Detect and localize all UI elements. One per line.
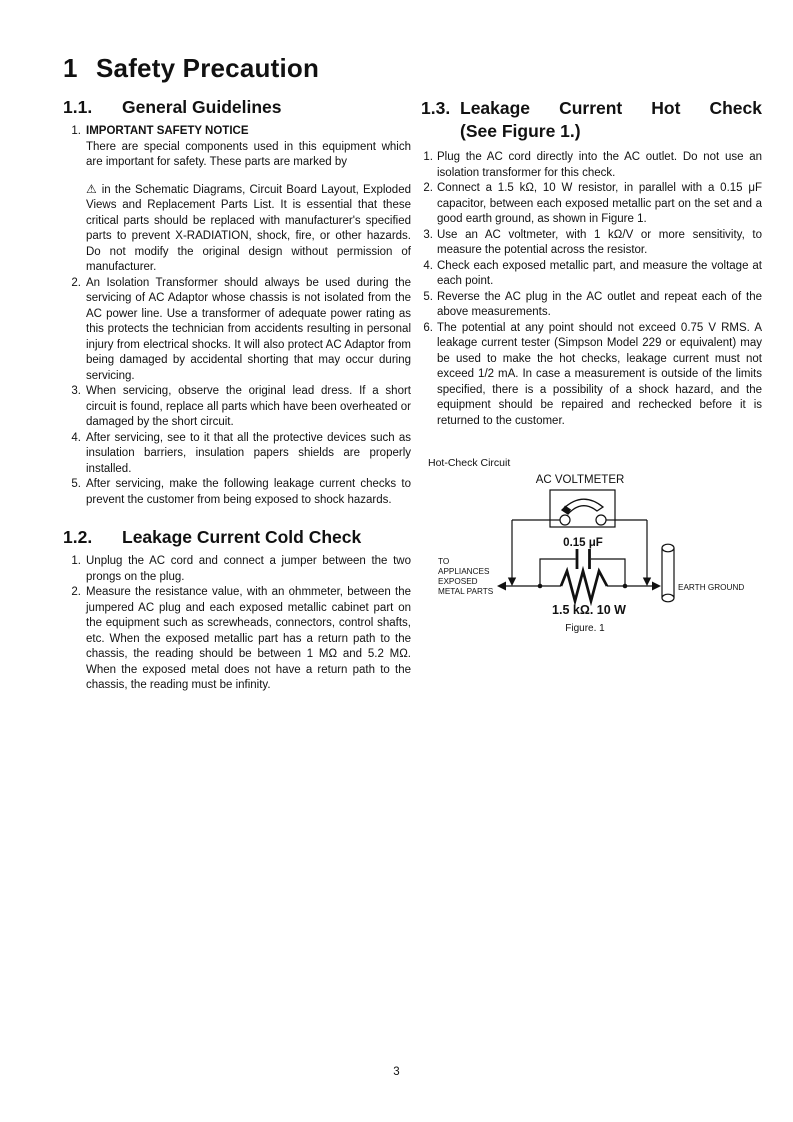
- down-arrow: [508, 578, 516, 587]
- list-item: 3. Use an AC voltmeter, with 1 kΩ/V or more sensitivity, to measure the potential across the resistor.: [423, 228, 762, 256]
- voltmeter-terminal: [560, 515, 570, 525]
- list-item: 1. Plug the AC cord directly into the AC outlet. Do not use an isolation transformer for this check.: [423, 151, 762, 179]
- junction-dot: [538, 584, 543, 589]
- list-item: 2. An Isolation Transformer should always be used during the servicing of AC Adaptor whose chassis is not isolated from the AC power line. Use a transformer of adequate power rating as this protects the technician from accidents resulting in personal injury from electrical shocks. It will also protect AC Adaptor from being damaged by accidental shorting that may occur during servicing.: [71, 276, 411, 382]
- item-text: [86, 124, 411, 276]
- chapter-title: Safety Precaution: [96, 53, 320, 83]
- item-number: 1.: [71, 125, 81, 137]
- junction-dot: [623, 584, 628, 589]
- svg-text:METAL PARTS: METAL PARTS: [438, 587, 494, 596]
- section-title: General Guidelines: [122, 97, 282, 117]
- earth-ground-label: EARTH GROUND: [678, 583, 745, 592]
- figure-caption: Figure. 1: [565, 623, 605, 634]
- section-number: 1.2.: [63, 527, 93, 547]
- left-column: [63, 97, 411, 694]
- section-1-2-heading: [63, 527, 411, 548]
- page-number: 3: [393, 1066, 400, 1078]
- right-arrow: [652, 582, 661, 591]
- hot-check-circuit-figure: [425, 448, 765, 643]
- list-item: 5. Reverse the AC plug in the AC outlet and repeat each of the above measurements.: [423, 290, 762, 318]
- right-column: [421, 97, 762, 429]
- svg-text:APPLIANCES: APPLIANCES: [438, 567, 490, 576]
- warning-triangle-icon: ⚠: [86, 181, 98, 196]
- section-number: 1.3.: [421, 98, 451, 118]
- list-item: 2. Connect a 1.5 kΩ, 10 W resistor, in parallel with a 0.15 μF capacitor, between each exposed metallic part on the set and a good earth ground, as shown in Figure 1.: [423, 182, 762, 225]
- section-title: Leakage Current Cold Check: [122, 527, 362, 547]
- circuit-wires: [503, 520, 655, 586]
- list-item: 2. Measure the resistance value, with an ohmmeter, between the jumpered AC plug and each exposed metallic cabinet part on the equipment such as screwheads, connectors, control shafts, etc. When the exposed metallic part has a return path to the chassis, the reading should be between 1 MΩ and 5.2 MΩ. When the exposed metal does not have a return path to the chassis, the reading must be infinity.: [71, 586, 411, 691]
- svg-text:TO: TO: [438, 557, 450, 566]
- list-item: 3. When servicing, observe the original lead dress. If a short circuit is found, replace all parts which have been overheated or damaged by the short circuit.: [71, 385, 411, 428]
- left-arrow: [497, 582, 506, 591]
- list-item: 4. After servicing, see to it that all the protective devices such as insulation barriers, insulation papers shields are properly installed.: [71, 431, 411, 475]
- page-title: [63, 53, 319, 83]
- capacitor-label: 0.15 μF: [563, 537, 603, 549]
- figure-label: Hot-Check Circuit: [428, 457, 511, 469]
- resistor-label: 1.5 kΩ. 10 W: [552, 603, 626, 617]
- section-1-3-heading: [421, 97, 762, 143]
- voltmeter-terminal: [596, 515, 606, 525]
- left-terminal-label: [438, 557, 494, 596]
- down-arrow: [643, 578, 651, 587]
- important-safety-notice: IMPORTANT SAFETY NOTICE: [86, 125, 249, 137]
- list-item: [63, 124, 411, 276]
- voltmeter-label: AC VOLTMETER: [535, 474, 625, 486]
- resistor-symbol: [561, 571, 607, 601]
- item-paragraph: There are special components used in this equipment which are important for safety. These parts are marked by: [86, 140, 411, 168]
- list-item: 4. Check each exposed metallic part, and measure the voltage at each point.: [423, 259, 762, 287]
- svg-text:EXPOSED: EXPOSED: [438, 577, 478, 586]
- list-item: 1. Unplug the AC cord and connect a jumper between the two prongs on the plug.: [71, 555, 411, 583]
- circuit-diagram: [425, 448, 765, 643]
- section-number: 1.1.: [63, 97, 93, 117]
- item-paragraph: ⚠ in the Schematic Diagrams, Circuit Board Layout, Exploded Views and Replacement Parts List. It is essential that these critical parts should be replaced with manufacturer's specified parts to prevent X-RADIATION, shock, fire, or other hazards. Do not modify the original design without permission of manufacturer.: [86, 181, 411, 273]
- ground-rod: [662, 544, 674, 602]
- section-1-1-heading: [63, 97, 411, 118]
- list-item: 5. After servicing, make the following leakage current checks to prevent the customer from being exposed to shock hazards.: [71, 478, 411, 506]
- list-item: 6. The potential at any point should not exceed 0.75 V RMS. A leakage current tester (Simpson Model 229 or equivalent) may be used to make the hot checks, leakage current must not exceed 1/2 mA. In case a measurement is outside of the limits specified, there is a possibility of a shock hazard, and the equipment should be repaired and rechecked before it is returned to the customer.: [423, 321, 762, 427]
- section-title: Leakage Current Hot Check (See Figure 1.): [460, 98, 762, 141]
- chapter-number: 1: [63, 53, 78, 83]
